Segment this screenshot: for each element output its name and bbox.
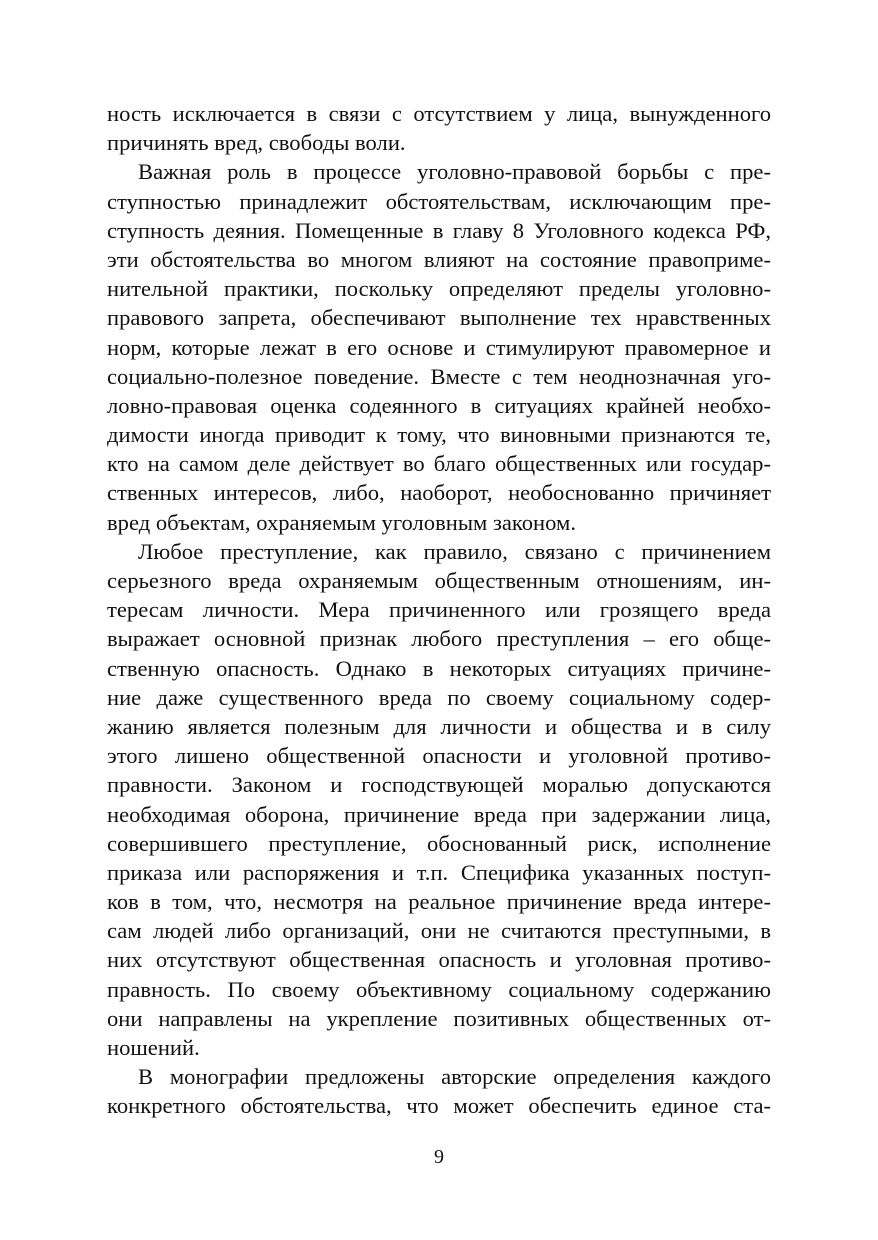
text-line: Любое преступление, как правило, связано с причинением [138,538,771,564]
text-line: В монографии предложены авторские определения каждого [138,1064,771,1090]
text-line: ственных интересов, либо, наоборот, необоснованно причиняет [107,480,771,506]
text-line: правность. По своему объективному социальному содержанию [107,976,771,1002]
text-line: ственную опасность. Однако в некоторых ситуациях причине- [107,655,771,681]
text-line: ность исключается в связи с отсутствием у лица, вынужденного [107,101,771,126]
text-line: они направлены на укрепление позитивных общественных от- [107,1005,771,1031]
page-number: 9 [434,1146,444,1168]
text-line: Важная роль в процессе уголовно-правовой борьбы с пре- [138,159,771,185]
text-line: нительной практики, поскольку определяют пределы уголовно- [107,276,771,302]
text-line: ние даже существенного вреда по своему социальному содер- [107,684,771,710]
text-line: димости иногда приводит к тому, что виновными признаются те, [107,422,771,448]
text-line: совершившего преступление, обоснованный риск, исполнение [107,830,771,856]
text-line: ловно-правовая оценка содеянного в ситуациях крайней необхо- [107,392,771,418]
text-line: вред объектам, охраняемым уголовным законом. [107,509,576,535]
body-text [107,99,771,1121]
text-line: конкретного обстоятельства, что может обеспечить единое ста- [107,1093,771,1119]
text-line: ков в том, что, несмотря на реальное причинение вреда интере- [107,889,771,915]
text-line: кто на самом деле действует во благо общественных или государ- [107,451,771,477]
text-line: правового запрета, обеспечивают выполнение тех нравственных [107,305,771,331]
text-line: сам людей либо организаций, они не считаются преступными, в [107,918,771,944]
text-line: них отсутствуют общественная опасность и уголовная противо- [107,947,771,973]
text-line: жанию является полезным для личности и общества и в силу [107,713,771,739]
text-line: правности. Законом и господствующей моралью допускаются [107,772,771,798]
text-line: этого лишено общественной опасности и уголовной противо- [107,743,771,769]
text-line: ступность деяния. Помещенные в главу 8 Уголовного кодекса РФ, [107,217,771,243]
text-line: выражает основной признак любого преступления – его обще- [107,626,771,652]
text-line: социально-полезное поведение. Вместе с тем неоднозначная уго- [107,363,771,389]
text-line: норм, которые лежат в его основе и стимулируют правомерное и [107,334,771,360]
text-line: ступностью принадлежит обстоятельствам, исключающим пре- [107,188,771,214]
text-line: ношений. [107,1035,200,1060]
text-line: тересам личности. Мера причиненного или грозящего вреда [107,597,771,623]
text-line: серьезного вреда охраняемым общественным отношениям, ин- [107,568,771,593]
text-line: эти обстоятельства во многом влияют на состояние правоприме- [107,246,771,272]
text-line: приказа или распоряжения и т.п. Специфика указанных поступ- [107,859,771,885]
text-line: необходимая оборона, причинение вреда при задержании лица, [107,801,771,827]
text-line: причинять вред, свободы воли. [107,130,406,156]
